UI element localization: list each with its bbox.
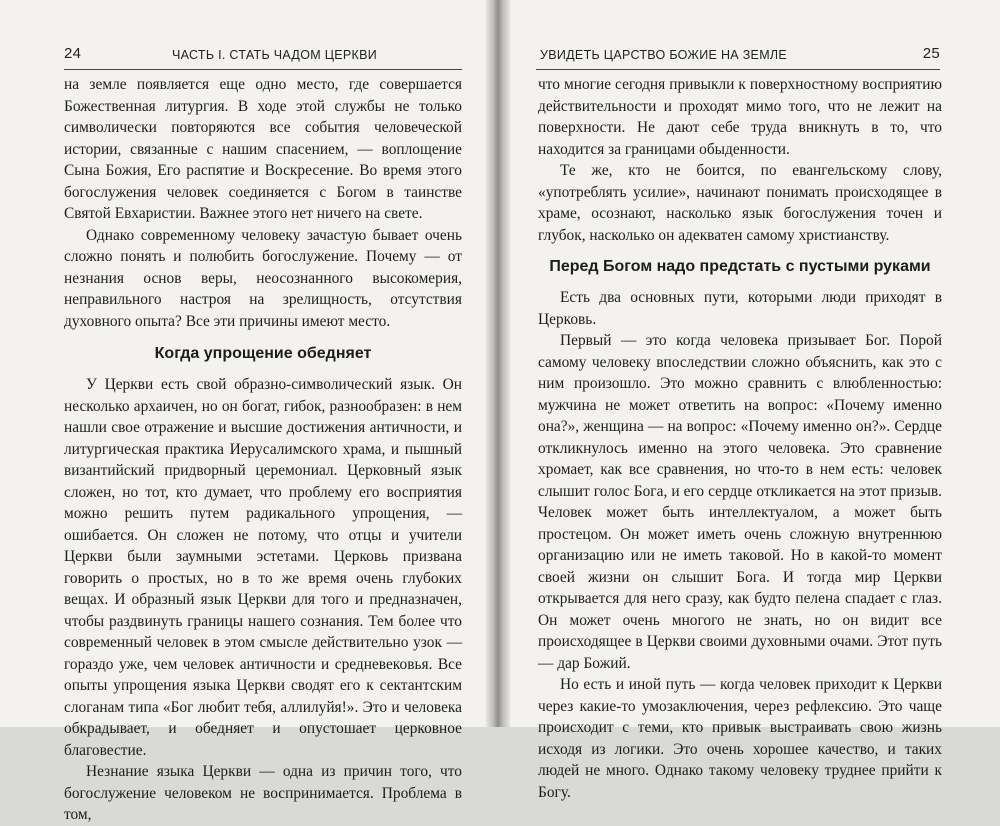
right-section-heading: Перед Богом надо предстать с пустыми руками: [549, 258, 931, 275]
right-running-head: [536, 45, 940, 68]
left-section-heading: Когда упрощение обедняет: [154, 345, 372, 362]
paragraph: Первый — это когда человека призывает Бог. Порой самому человеку впоследствии сложно объяснить, как это с ним произошло. Это можно сравнить с влюбленностью: мужчина не может ответить на вопрос: «Почему именно она?», женщина — на вопрос: «Почему именно он?». Сердце откликнулось именно на этого человека. Это сравнение хромает, как все сравнения, но что-то в нем есть: человек слышит голос Бога, и его сердце откликается на этот призыв. Человек может быть интеллектуалом, а может быть простецом. Он может иметь очень сложную внутреннюю организацию или не иметь таковой. Но в какой-то момент своей жизни он слышит Бога. И тогда мир Церкви открывается для него сразу, как будто пелена спадает с глаз. Он может очень многого не знать, но он видит все происходящее в Церкви своими духовными очами. Этот путь — дар Божий.: [538, 332, 942, 672]
paragraph: Однако современному человеку зачастую бывает очень сложно понять и полюбить богослужение. Почему — от незнания основ веры, неосознанного высокомерия, неправильного настроя на зрелищность, отсутствия духовного опыта? Все эти причины имеют место.: [64, 226, 462, 330]
right-page: [504, 0, 1000, 801]
right-header-rule: [536, 69, 940, 70]
paragraph: Те же, кто не боится, по евангельскому слову, «употреблять усилие», начинают понимать происходящее в храме, осознают, насколько язык богослужения точен и глубок, насколько он адекватен самому христианству.: [538, 162, 942, 244]
left-page: [0, 0, 492, 823]
right-page-number: 25: [922, 45, 940, 62]
paragraph: Незнание языка Церкви — одна из причин того, что богослужение человеком не воспринимается. Проблема в том,: [64, 763, 462, 823]
right-paragraphs-top: [538, 74, 942, 246]
book-gutter: [486, 0, 510, 727]
left-paragraphs-top: [64, 74, 462, 332]
left-header-rule: [64, 69, 462, 70]
left-running-head: [64, 45, 462, 68]
left-page-number: 24: [64, 45, 82, 62]
right-running-title: УВИДЕТЬ ЦАРСТВО БОЖИЕ НА ЗЕМЛЕ: [540, 48, 788, 62]
right-text-block: [538, 74, 942, 803]
left-paragraphs-bottom: [64, 374, 462, 826]
left-running-title: ЧАСТЬ I. СТАТЬ ЧАДОМ ЦЕРКВИ: [172, 48, 378, 62]
paragraph: на земле появляется еще одно место, где совершается Божественная литургия. В ходе этой службы не только символически повторяются все события человеческой истории, связанные с нашим спасением, — воплощение Сына Божия, Его распятие и Воскресение. Во время этого богослужения человек соединяется с Богом в таинстве Святой Евхаристии. Важнее этого нет ничего на свете.: [64, 76, 462, 222]
paragraph: У Церкви есть свой образно-символический язык. Он несколько архаичен, но он богат, гибок, разнообразен: в нем нашли свое отражение и высшие достижения античности, и литургическая практика Иерусалимского храма, и пышный византийский придворный церемониал. Церковный язык сложен, но тот, кто думает, что проблему его восприятия можно решить путем радикального упрощения, — ошибается. Он сложен не потому, что отцы и учители Церкви были заумными эстетами. Церковь призвана говорить о простых, но в то же время очень глубоких вещах. И образный язык Церкви для того и предназначен, чтобы раздвинуть границы нашего сознания. Тем более что современный человек в этом смысле действительно узок — гораздо уже, чем человек античности и средневековья. Все опыты упрощения языка Церкви сводят его к сектантским слоганам типа «Бог любит тебя, аллилуйя!». Это и человека обкрадывает, и обедняет и опустошает церковное благовестие.: [64, 376, 462, 759]
paragraph: Есть два основных пути, которыми люди приходят в Церковь.: [538, 289, 942, 328]
paragraph: что многие сегодня привыкли к поверхностному восприятию действительности и проходят мимо того, что не лежит на поверхности. Не дают себе труда вникнуть в то, что находится за границами обыденности.: [538, 76, 942, 158]
paragraph: Но есть и иной путь — когда человек приходит к Церкви через какие-то умозаключения, через рефлексию. Это чаще происходит с теми, кто привык выстраивать свою жизнь исходя из логики. Это очень хорошее качество, и таких людей не много. Однако такому человеку труднее прийти к Богу.: [538, 676, 942, 801]
right-paragraphs-bottom: [538, 287, 942, 803]
left-text-block: [64, 74, 462, 826]
